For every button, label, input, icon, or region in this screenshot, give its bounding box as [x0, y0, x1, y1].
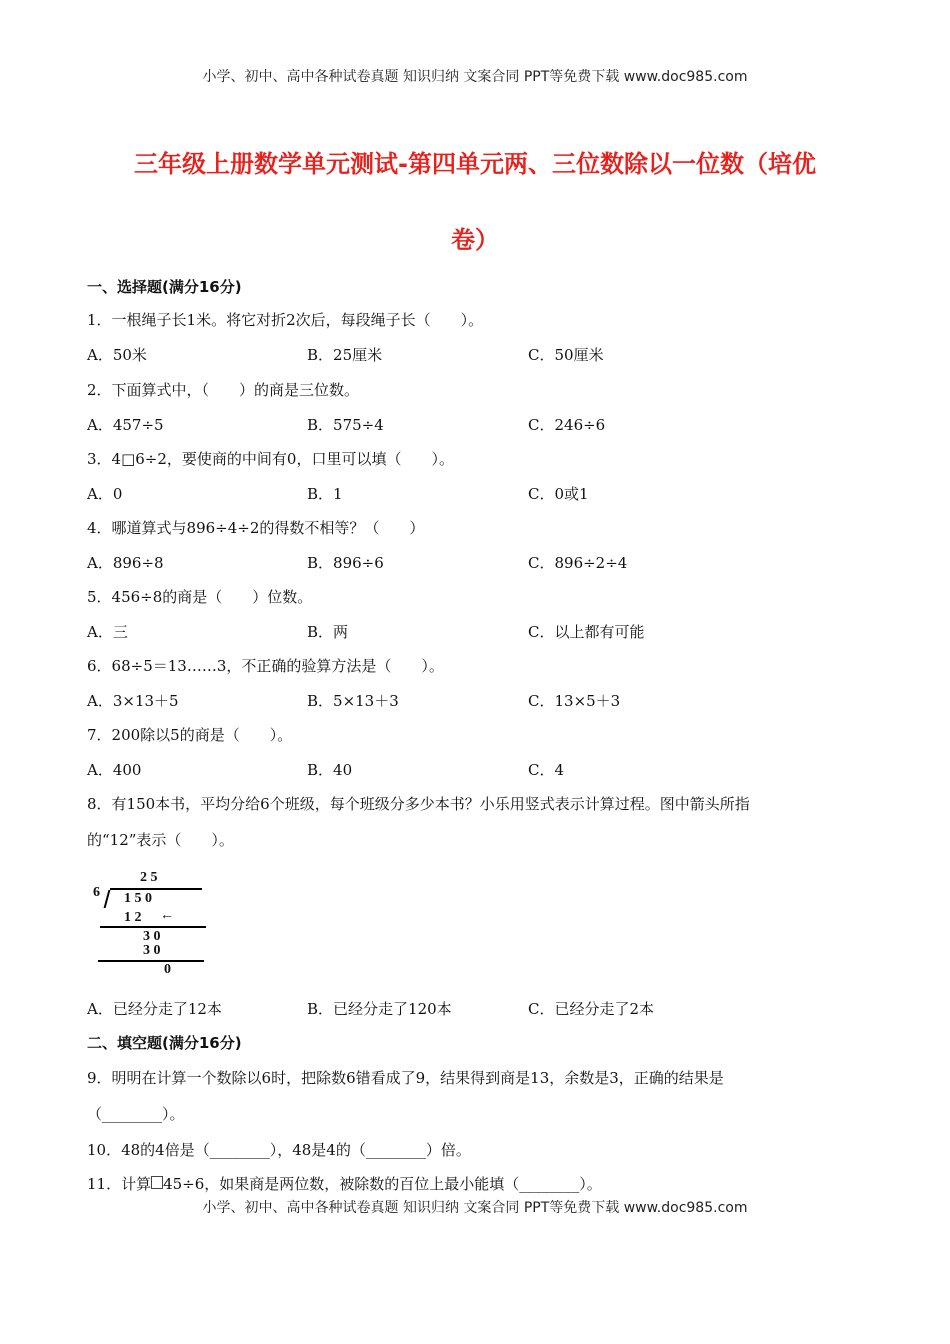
question-3: 3．4□6÷2，要使商的中间有0，口里可以填（ ）。: [87, 450, 454, 468]
option-c[interactable]: C．896÷2÷4: [528, 554, 628, 572]
option-c[interactable]: C．已经分走了2本: [528, 1000, 655, 1018]
option-a[interactable]: A．896÷8: [87, 554, 164, 572]
quotient: 2 5: [140, 870, 158, 885]
q11-pre: 11．计算: [87, 1175, 152, 1193]
question-11: [87, 1174, 602, 1194]
page-footer: 小学、初中、高中各种试卷真题 知识归纳 文案合同 PPT等免费下载 www.doc985.com: [202, 1200, 748, 1216]
option-c[interactable]: C．4: [528, 761, 565, 779]
option-b[interactable]: B．896÷6: [307, 554, 384, 572]
option-a[interactable]: A．50米: [87, 346, 147, 364]
question-2: 2．下面算式中，（ ）的商是三位数。: [87, 381, 360, 399]
question-8: 8．有150本书，平均分给6个班级，每个班级分多少本书？小乐用竖式表示计算过程。图中箭头所指: [87, 795, 750, 813]
option-c[interactable]: C．13×5＋3: [528, 692, 621, 710]
option-a[interactable]: A．457÷5: [87, 416, 164, 434]
question-9: 9．明明在计算一个数除以6时，把除数6错看成了9，结果得到商是13，余数是3，正确的结果是: [87, 1069, 724, 1087]
option-a[interactable]: A．三: [87, 623, 128, 641]
section-heading-fill: 二、填空题(满分16分): [87, 1034, 242, 1052]
option-c[interactable]: C．246÷6: [528, 416, 606, 434]
option-c[interactable]: C．50厘米: [528, 346, 604, 364]
option-c[interactable]: C．0或1: [528, 485, 589, 503]
option-a[interactable]: A．400: [87, 761, 142, 779]
arrow-icon: ←: [160, 908, 174, 923]
option-c[interactable]: C．以上都有可能: [528, 623, 645, 641]
question-7: 7．200除以5的商是（ ）。: [87, 726, 293, 744]
remainder2: 0: [164, 962, 171, 977]
option-b[interactable]: B．已经分走了120本: [307, 1000, 452, 1018]
question-6: 6．68÷5＝13……3，不正确的验算方法是（ ）。: [87, 657, 444, 675]
option-b[interactable]: B．40: [307, 761, 353, 779]
step1: 1 2: [124, 910, 142, 925]
option-a[interactable]: A．已经分走了12本: [87, 1000, 222, 1018]
question-5: 5．456÷8的商是（ ）位数。: [87, 588, 313, 606]
dividend: 1 5 0: [124, 891, 152, 906]
option-b[interactable]: B．5×13＋3: [307, 692, 399, 710]
option-a[interactable]: A．3×13＋5: [87, 692, 179, 710]
question-9-blank: （________）。: [87, 1105, 185, 1123]
divisor: 6: [93, 885, 100, 900]
long-division-figure: [88, 868, 218, 988]
remainder1: 3 0: [143, 929, 161, 944]
page-header: 小学、初中、高中各种试卷真题 知识归纳 文案合同 PPT等免费下载 www.doc985.com: [202, 69, 748, 85]
option-b[interactable]: B．575÷4: [307, 416, 384, 434]
option-b[interactable]: B．25厘米: [307, 346, 383, 364]
question-4: 4．哪道算式与896÷4÷2的得数不相等？（ ）: [87, 519, 425, 537]
blank-box-icon: [151, 1176, 163, 1189]
question-10: 10．48的4倍是（________），48是4的（________）倍。: [87, 1141, 471, 1159]
question-1: 1．一根绳子长1米。将它对折2次后，每段绳子长（ ）。: [87, 311, 484, 329]
option-a[interactable]: A．0: [87, 485, 123, 503]
doc-title-line2: 卷）: [451, 226, 499, 254]
doc-title-line1: 三年级上册数学单元测试-第四单元两、三位数除以一位数（培优: [134, 150, 816, 178]
q11-post: 45÷6，如果商是两位数，被除数的百位上最小能填（________）。: [163, 1175, 602, 1193]
option-b[interactable]: B．1: [307, 485, 343, 503]
step2: 3 0: [143, 943, 161, 958]
question-8-cont: 的“12”表示（ ）。: [87, 831, 234, 849]
section-heading-choice: 一、选择题(满分16分): [87, 278, 242, 296]
option-b[interactable]: B．两: [307, 623, 349, 641]
